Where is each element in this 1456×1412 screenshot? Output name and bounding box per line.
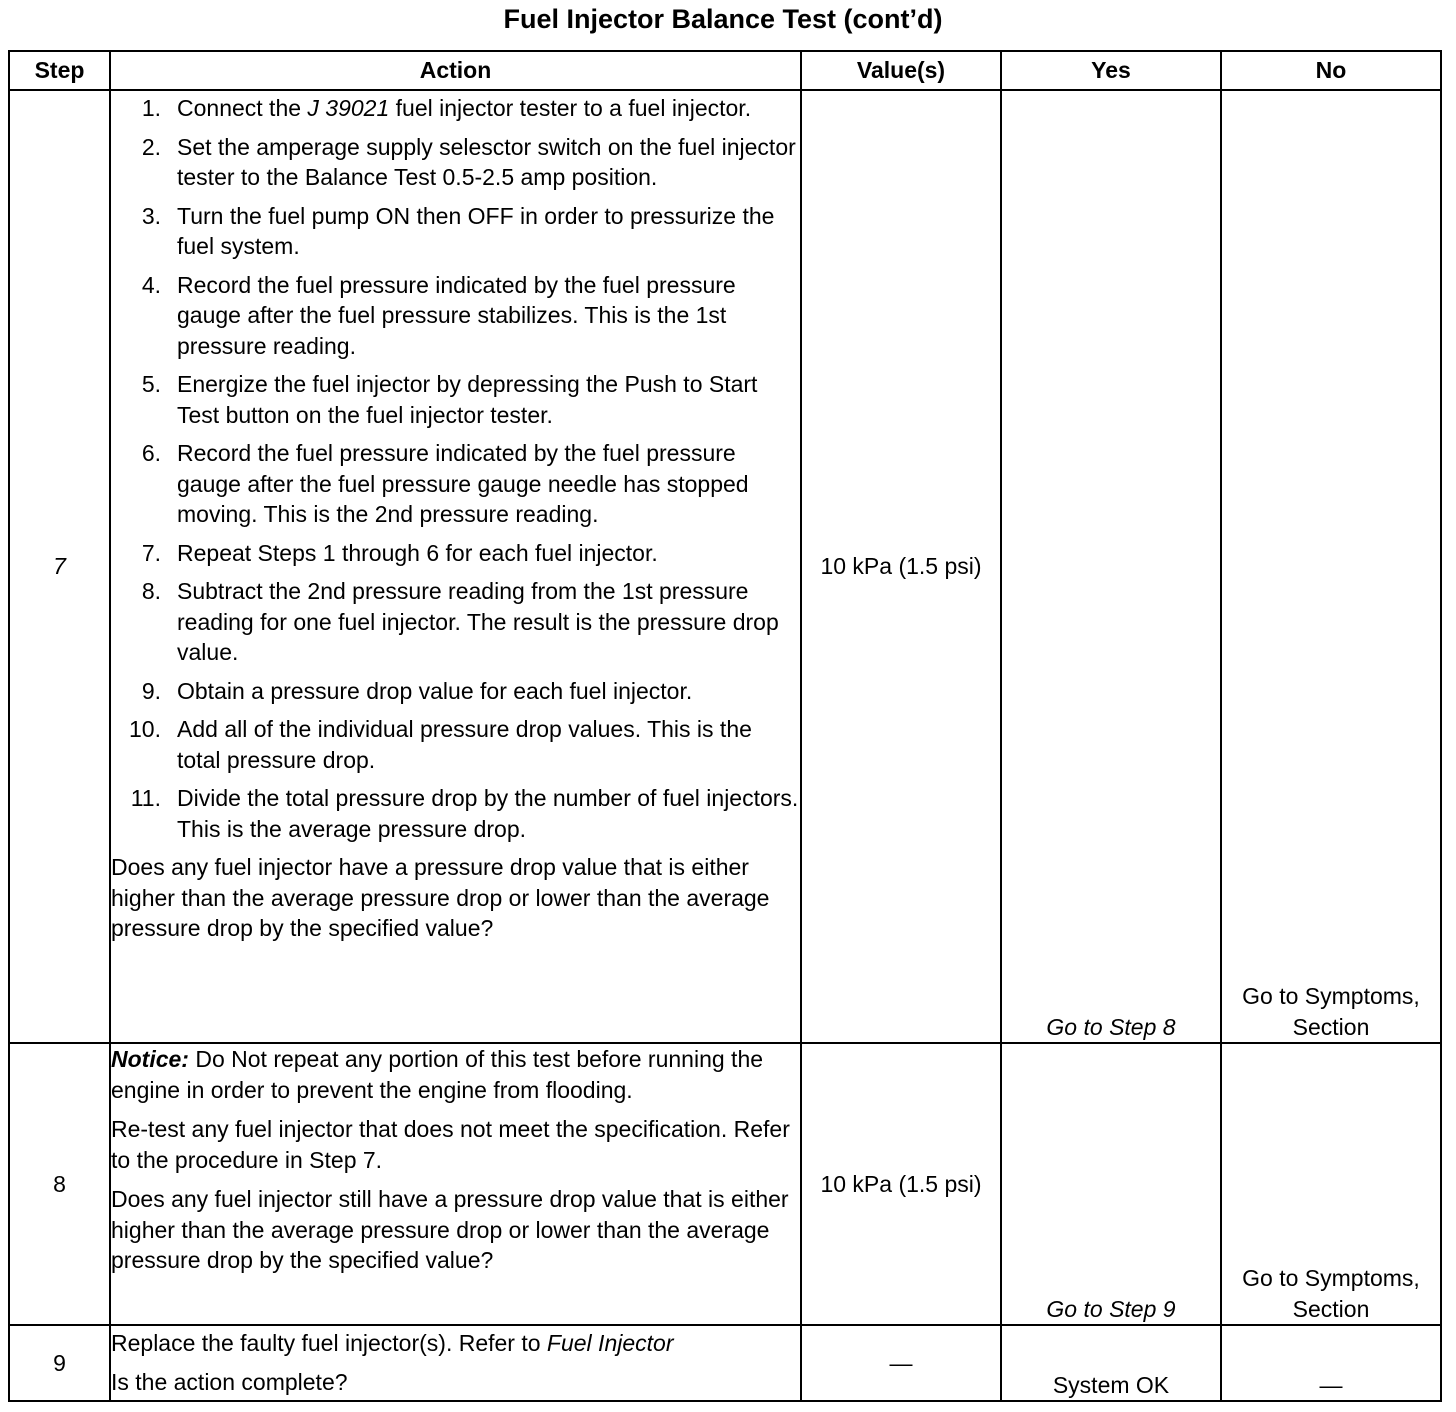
list-item-number: 2. bbox=[141, 133, 161, 160]
step-number: 8 bbox=[9, 1043, 110, 1325]
no-link-line1[interactable]: Go to Symptoms, bbox=[1242, 1265, 1420, 1291]
action-cell bbox=[110, 1043, 801, 1325]
step-number: 9 bbox=[9, 1325, 110, 1401]
list-item bbox=[111, 538, 800, 569]
list-item-text: Turn the fuel pump ON then OFF in order to pressurize the fuel system. bbox=[177, 202, 775, 259]
list-item bbox=[111, 576, 800, 668]
list-item-text: Subtract the 2nd pressure reading from the 1st pressure reading for one fuel injector. The result is the pressure drop value. bbox=[177, 578, 779, 665]
action-cell bbox=[110, 1325, 801, 1401]
notice-text: Do Not repeat any portion of this test before running the engine in order to prevent the engine from flooding. bbox=[111, 1046, 764, 1103]
question-text: Is the action complete? bbox=[111, 1368, 348, 1395]
reference-link[interactable]: Fuel Injector bbox=[546, 1330, 674, 1356]
list-item bbox=[111, 783, 800, 844]
notice-label: Notice: bbox=[111, 1046, 189, 1072]
header-action: Action bbox=[110, 51, 801, 90]
header-step: Step bbox=[9, 51, 110, 90]
procedure-list bbox=[111, 93, 800, 844]
question-text: Does any fuel injector still have a pressure drop value that is either higher than the average pressure drop or lower than the average pressure drop by the specified value? bbox=[111, 1186, 789, 1273]
replace-text: Replace the faulty fuel injector(s). Refer to bbox=[111, 1330, 547, 1356]
list-item-number: 4. bbox=[141, 271, 161, 298]
table-row-step-9 bbox=[9, 1325, 1441, 1401]
yes-cell bbox=[1001, 90, 1221, 1043]
list-item bbox=[111, 369, 800, 430]
list-item-number: 10. bbox=[129, 716, 161, 742]
list-item-number: 5. bbox=[141, 371, 161, 397]
header-no: No bbox=[1221, 51, 1441, 90]
list-item-number: 1. bbox=[141, 95, 161, 121]
list-item-number: 9. bbox=[141, 677, 161, 704]
replace-paragraph bbox=[111, 1328, 800, 1359]
list-item-text: Energize the fuel injector by depressing the Push to Start Test button on the fuel injector tester. bbox=[177, 371, 758, 428]
list-item-text-pre: Connect the bbox=[177, 95, 308, 121]
no-link-line2[interactable]: Section bbox=[1292, 1013, 1370, 1040]
no-link-line2[interactable]: Section bbox=[1292, 1295, 1370, 1322]
list-item-number: 8. bbox=[141, 578, 161, 604]
list-item bbox=[111, 93, 800, 124]
header-yes: Yes bbox=[1001, 51, 1221, 90]
list-item-text: Record the fuel pressure indicated by the fuel pressure gauge after the fuel pressure stabilizes. This is the 1st pressure reading. bbox=[177, 271, 736, 359]
list-item-text: Repeat Steps 1 through 6 for each fuel injector. bbox=[177, 539, 658, 566]
retest-paragraph: Re-test any fuel injector that does not meet the specification. Refer to the procedure in Step 7. bbox=[111, 1116, 790, 1173]
list-item bbox=[111, 676, 800, 707]
no-link-line1[interactable]: Go to Symptoms, bbox=[1242, 983, 1420, 1009]
list-item-number: 6. bbox=[141, 440, 161, 466]
table-row-step-7 bbox=[9, 90, 1441, 1043]
list-item-number: 7. bbox=[141, 539, 161, 566]
yes-link[interactable]: Go to Step 8 bbox=[1046, 1013, 1176, 1040]
list-item-text-post: fuel injector tester to a fuel injector. bbox=[389, 95, 752, 121]
no-cell bbox=[1221, 90, 1441, 1043]
list-item bbox=[111, 132, 800, 193]
list-item-text: Obtain a pressure drop value for each fuel injector. bbox=[177, 677, 693, 704]
list-item-text: Set the amperage supply selesctor switch on the fuel injector tester to the Balance Test 0.5-2.5 amp position. bbox=[177, 133, 796, 190]
list-item-text: Record the fuel pressure indicated by the fuel pressure gauge after the fuel pressure gauge needle has stopped moving. This is the 2nd pressure reading. bbox=[177, 440, 749, 527]
yes-link[interactable]: Go to Step 9 bbox=[1046, 1295, 1176, 1322]
value-cell: — bbox=[801, 1325, 1001, 1401]
list-item-text: Add all of the individual pressure drop values. This is the total pressure drop. bbox=[177, 716, 752, 773]
list-item bbox=[111, 270, 800, 362]
notice-paragraph bbox=[111, 1044, 800, 1105]
no-cell: — bbox=[1221, 1325, 1441, 1401]
list-item bbox=[111, 201, 800, 262]
header-row bbox=[9, 51, 1441, 90]
list-item-number: 3. bbox=[141, 202, 161, 229]
header-values: Value(s) bbox=[801, 51, 1001, 90]
list-item-number: 11. bbox=[130, 785, 161, 811]
step-number: 7 bbox=[9, 90, 110, 1043]
action-cell bbox=[110, 90, 801, 1043]
list-item bbox=[111, 714, 800, 775]
list-item-text: Divide the total pressure drop by the number of fuel injectors. This is the average pressure drop. bbox=[177, 785, 799, 842]
value-cell: 10 kPa (1.5 psi) bbox=[801, 90, 1001, 1043]
tool-name: J 39021 bbox=[307, 95, 390, 121]
procedure-table bbox=[8, 50, 1442, 1402]
table-row-step-8 bbox=[9, 1043, 1441, 1325]
value-cell: 10 kPa (1.5 psi) bbox=[801, 1043, 1001, 1325]
yes-cell bbox=[1001, 1043, 1221, 1325]
list-item bbox=[111, 438, 800, 530]
question-text: Does any fuel injector have a pressure drop value that is either higher than the average pressure drop or lower than the average pressure drop by the specified value? bbox=[111, 854, 770, 941]
page-title: Fuel Injector Balance Test (cont’d) bbox=[503, 4, 943, 34]
yes-cell bbox=[1001, 1325, 1221, 1401]
no-cell bbox=[1221, 1043, 1441, 1325]
yes-link[interactable]: System OK bbox=[1052, 1371, 1170, 1398]
